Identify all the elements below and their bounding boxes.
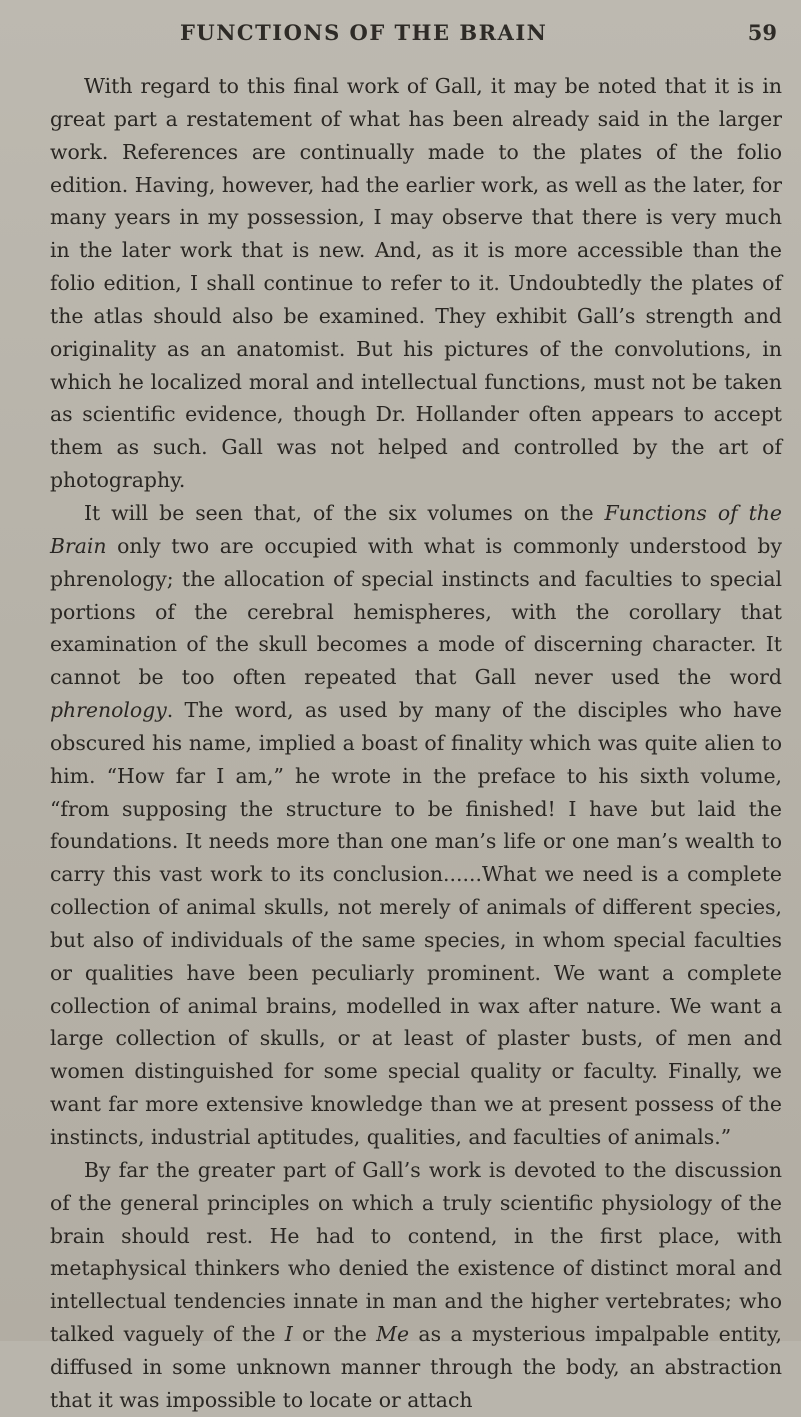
paragraph-text: . The word, as used by many of the disciples who have obscured his name, implied a boast of finality which was quite alien to him. “How far I am,” he wrote in the preface to his sixth volume, “from supposing the structure to be finished! I have but laid the foundations. It needs more than one man’s life or one man’s wealth to carry this vast work to its conclusion......What we need is a complete collection of animal skulls, not merely of animals of different species, but also of individuals of the same species, in whom special faculties or qualities have been peculiarly prominent. We want a complete collection of animal brains, modelled in wax after nature. We want a large collection of skulls, or at least of plaster busts, of men and women distinguished for some special quality or faculty. Finally, we want far more extensive knowledge than we at present possess of the instincts, industrial aptitudes, qualities, and faculties of animals.”	[50, 698, 782, 1149]
paragraph-text: By far the greater part of Gall’s work is devoted to the discussion of the general principles on which a truly scientific physiology of the brain should rest. He had to contend, in the first place, with metaphysical thinkers who denied the existence of distinct moral and intellectual tendencies innate in man and the higher vertebrates; who talked vaguely of the	[50, 1157, 782, 1347]
paragraph-text: With regard to this final work of Gall, it may be noted that it is in great part a restatement of what has been already said in the larger work. References are continually made to the plates of the folio edition. Having, however, had the earlier work, as well as the later, for many years in my possession, I may observe that there is very much in the later work that is new. And, as it is more accessible than the folio edition, I shall continue to refer to it. Undoubtedly the plates of the atlas should also be examined. They exhibit Gall’s strength and originality as an anatomist. But his pictures of the convolutions, in which he localized moral and intellectual functions, must not be taken as scientific evidence, though Dr. Hollander often appears to accept them as such. Gall was not helped and controlled by the art of photography.	[50, 74, 782, 493]
italic-term: Me	[376, 1322, 410, 1347]
paragraph-text: It will be seen that, of the six volumes on the	[84, 500, 605, 525]
paragraph	[50, 497, 782, 1154]
paragraph-text: only two are occupied with what is commonly understood by phrenology; the allocation of special instincts and faculties to special portions of the cerebral hemispheres, with the corollary that examination of the skull becomes a mode of discerning character. It cannot be too often repeated that Gall never used the word	[50, 533, 782, 690]
paragraph	[50, 70, 782, 497]
italic-title: Functions of the Brain	[50, 500, 782, 558]
body-text	[50, 70, 782, 1417]
page-header	[0, 20, 801, 54]
paragraph-text: or the	[292, 1322, 377, 1347]
page-number: 59	[747, 20, 777, 45]
running-title: FUNCTIONS OF THE BRAIN	[180, 20, 548, 45]
paragraph	[50, 1154, 782, 1417]
paragraph-text: as a mysterious impalpable entity, diffused in some unknown manner through the body, an abstraction that it was impossible to locate or attach	[50, 1322, 782, 1412]
italic-term: I	[284, 1322, 293, 1347]
italic-term: phrenology	[50, 698, 167, 723]
